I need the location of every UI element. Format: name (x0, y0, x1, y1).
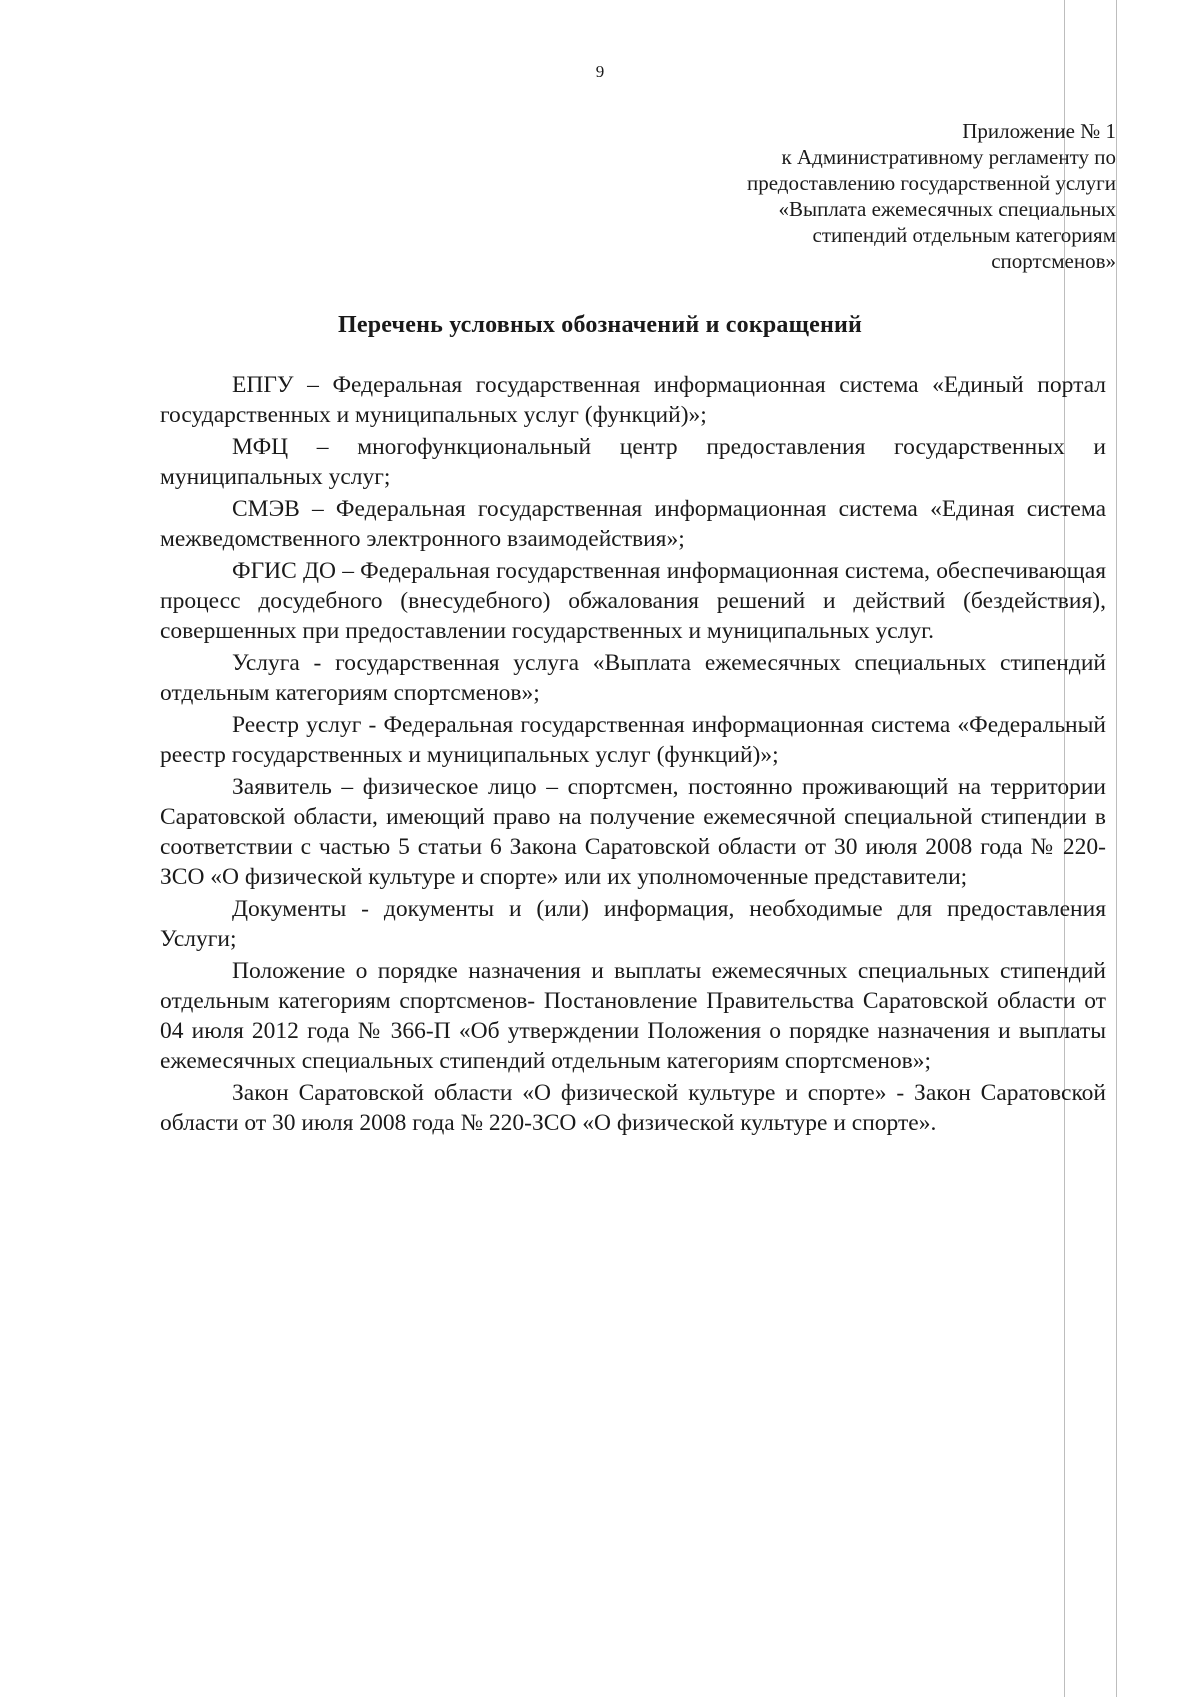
definition-law: Закон Саратовской области «О физической культуре и спорте» - Закон Саратовской области от 30 июля 2008 года № 220-ЗСО «О физической культуре и спорте». (160, 1080, 1106, 1136)
appendix-line: спортсменов» (991, 249, 1116, 273)
page-number: 9 (595, 62, 605, 81)
appendix-line: стипендий отдельным категориям (812, 223, 1116, 247)
definition-service: Услуга - государственная услуга «Выплата ежемесячных специальных стипендий отдельным категориям спортсменов»; (160, 650, 1106, 706)
appendix-line: Приложение № 1 (962, 119, 1116, 143)
appendix-line: «Выплата ежемесячных специальных (778, 197, 1116, 221)
definition-mfc: МФЦ – многофункциональный центр предоставления государственных и муниципальных услуг; (160, 434, 1106, 490)
appendix-line: предоставлению государственной услуги (747, 171, 1116, 195)
definition-applicant: Заявитель – физическое лицо – спортсмен, постоянно проживающий на территории Саратовской области, имеющий право на получение ежемесячной специальной стипендии в соответствии с частью 5 статьи 6 Закона Саратовской области от 30 июля 2008 года № 220-ЗСО «О физической культуре и спорте» или их уполномоченные представители; (160, 774, 1106, 890)
definition-epgu: ЕПГУ – Федеральная государственная информационная система «Единый портал государственных и муниципальных услуг (функций)»; (160, 372, 1106, 428)
definition-fgis-do: ФГИС ДО – Федеральная государственная информационная система, обеспечивающая процесс досудебного (внесудебного) обжалования решений и действий (бездействия), совершенных при предоставлении государственных и муниципальных услуг. (160, 558, 1106, 644)
document-title: Перечень условных обозначений и сокращений (337, 312, 863, 338)
scan-margin-line-right (1116, 0, 1117, 1697)
definition-regulation: Положение о порядке назначения и выплаты ежемесячных специальных стипендий отдельным категориям спортсменов- Постановление Правительства Саратовской области от 04 июля 2012 года № 366-П «Об утверждении Положения о порядке назначения и выплаты ежемесячных специальных стипендий отдельным категориям спортсменов»; (160, 958, 1106, 1074)
definition-smev: СМЭВ – Федеральная государственная информационная система «Единая система межведомственного электронного взаимодействия»; (160, 496, 1106, 552)
definition-documents: Документы - документы и (или) информация, необходимые для предоставления Услуги; (160, 896, 1106, 952)
appendix-line: к Административному регламенту по (781, 145, 1116, 169)
definitions-list (160, 370, 1106, 1140)
definition-registry: Реестр услуг - Федеральная государственная информационная система «Федеральный реестр государственных и муниципальных услуг (функций)»; (160, 712, 1106, 768)
appendix-header (596, 118, 1116, 274)
